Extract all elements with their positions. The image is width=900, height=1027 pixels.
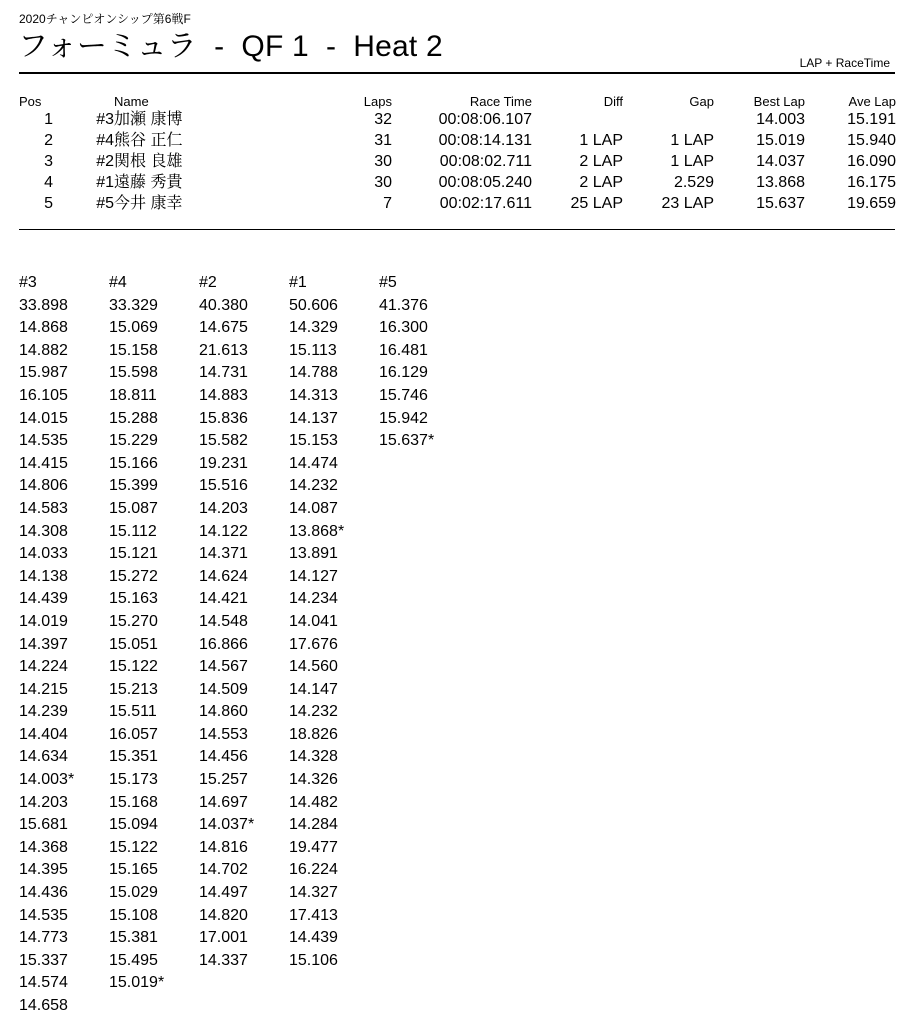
lap-column-car-number: #1 — [289, 274, 307, 291]
lap-time: 14.041 — [289, 612, 338, 630]
col-number-header — [68, 92, 114, 109]
lap-time: 15.495 — [109, 951, 158, 969]
lap-time: 17.676 — [289, 635, 338, 653]
lap-column — [19, 272, 109, 1018]
lap-time: 15.270 — [109, 612, 158, 630]
result-best-lap: 14.003 — [756, 111, 805, 128]
lap-time: 15.516 — [199, 477, 248, 495]
lap-time: 15.108 — [109, 906, 158, 924]
lap-time: 15.168 — [109, 793, 158, 811]
result-driver-name: 遠藤 秀貴 — [114, 174, 183, 191]
col-best-lap-header: Best Lap — [753, 94, 805, 109]
lap-time: 14.232 — [289, 477, 338, 495]
lap-time: 15.399 — [109, 477, 158, 495]
lap-time: 14.553 — [199, 725, 248, 743]
lap-time: 15.029 — [109, 884, 158, 902]
result-best-lap: 14.037 — [756, 153, 805, 170]
lap-time: 15.681 — [19, 816, 68, 834]
result-laps: 30 — [374, 153, 392, 170]
result-laps: 30 — [374, 174, 392, 191]
lap-time: 14.326 — [289, 771, 338, 789]
lap-time: 14.731 — [199, 364, 248, 382]
lap-time: 15.166 — [109, 454, 158, 472]
lap-time: 19.231 — [199, 454, 248, 472]
lap-time: 15.112 — [109, 522, 157, 540]
lap-column-car-number: #5 — [379, 274, 397, 291]
result-car-number: #4 — [96, 132, 114, 149]
lap-time: 14.860 — [199, 703, 248, 721]
result-gap: 2.529 — [673, 174, 714, 191]
result-best-lap: 15.019 — [756, 132, 805, 149]
lap-time: 15.094 — [109, 816, 158, 834]
lap-time: 14.368 — [19, 838, 68, 856]
result-ave-lap: 16.175 — [847, 174, 896, 191]
lap-time: 14.137 — [289, 409, 338, 427]
lap-time: 14.003* — [19, 771, 75, 789]
lap-time: 15.213 — [109, 680, 158, 698]
lap-time: 14.015 — [19, 409, 68, 427]
lap-time: 14.232 — [289, 703, 338, 721]
result-car-number: #3 — [96, 111, 114, 128]
lap-time: 14.474 — [289, 454, 338, 472]
lap-time: 14.583 — [19, 499, 68, 517]
lap-time: 15.121 — [109, 545, 158, 563]
lap-time: 14.574 — [19, 974, 68, 992]
lap-time: 15.582 — [199, 432, 248, 450]
lap-time: 14.329 — [289, 319, 338, 337]
lap-time: 15.173 — [109, 771, 158, 789]
lap-time: 16.057 — [109, 725, 158, 743]
result-laps: 32 — [374, 111, 392, 128]
lap-time: 15.158 — [109, 341, 158, 359]
col-name-header: Name — [114, 94, 149, 109]
lap-time: 14.624 — [199, 567, 248, 585]
lap-time: 19.477 — [289, 838, 338, 856]
lap-time: 14.773 — [19, 929, 68, 947]
result-pos: 3 — [44, 153, 53, 170]
result-race-time: 00:08:02.711 — [439, 153, 532, 170]
result-ave-lap: 15.940 — [847, 132, 896, 149]
lap-time: 14.037* — [199, 816, 255, 834]
lap-time: 14.203 — [19, 793, 68, 811]
lap-time: 14.816 — [199, 838, 248, 856]
lap-time: 14.313 — [289, 386, 338, 404]
results-header-row — [19, 92, 896, 109]
result-row — [19, 172, 896, 193]
result-diff — [532, 109, 623, 130]
lap-time: 15.122 — [109, 658, 158, 676]
event-subtitle: 2020チャンピオンシップ第6戦F — [19, 12, 191, 26]
col-gap-header: Gap — [689, 94, 714, 109]
lap-time: 15.051 — [109, 635, 158, 653]
result-diff: 2 LAP — [579, 174, 623, 191]
lap-column — [289, 272, 379, 1018]
lap-time: 15.153 — [289, 432, 338, 450]
lap-time: 14.883 — [199, 386, 248, 404]
lap-time: 33.329 — [109, 296, 158, 314]
result-ave-lap: 16.090 — [847, 153, 896, 170]
lap-time: 14.327 — [289, 884, 338, 902]
lap-time: 14.033 — [19, 545, 68, 563]
lap-time: 14.497 — [199, 884, 248, 902]
lap-time: 14.675 — [199, 319, 248, 337]
lap-time: 14.415 — [19, 454, 68, 472]
result-car-number: #1 — [96, 174, 114, 191]
lap-time: 14.019 — [19, 612, 68, 630]
lap-time: 16.300 — [379, 319, 428, 337]
result-car-number: #5 — [96, 195, 114, 212]
lap-time: 14.087 — [289, 499, 338, 517]
lap-time: 14.806 — [19, 477, 68, 495]
header-divider — [19, 72, 895, 74]
col-diff-header: Diff — [603, 94, 623, 109]
result-laps: 7 — [383, 195, 392, 212]
result-race-time: 00:08:06.107 — [438, 111, 532, 128]
result-race-time: 00:02:17.611 — [439, 195, 532, 212]
lap-time: 15.598 — [109, 364, 158, 382]
lap-time: 14.371 — [199, 545, 248, 563]
lap-time: 14.697 — [199, 793, 248, 811]
page-title: フォーミュラ - QF 1 - Heat 2 — [18, 30, 443, 63]
result-driver-name: 加瀬 康博 — [114, 111, 183, 128]
lap-time: 14.328 — [289, 748, 338, 766]
lap-time: 14.868 — [19, 319, 68, 337]
lap-column-car-number: #2 — [199, 274, 217, 291]
lap-time: 14.634 — [19, 748, 68, 766]
lap-time: 14.122 — [199, 522, 248, 540]
result-race-time: 00:08:05.240 — [438, 174, 532, 191]
lap-time: 16.105 — [19, 386, 68, 404]
lap-time: 14.567 — [199, 658, 248, 676]
col-ave-lap-header: Ave Lap — [848, 94, 896, 109]
result-diff: 2 LAP — [579, 153, 623, 170]
lap-column-car-number: #3 — [19, 274, 37, 291]
lap-time: 33.898 — [19, 296, 68, 314]
lap-time: 14.820 — [199, 906, 248, 924]
lap-column — [199, 272, 289, 1018]
lap-time: 14.234 — [289, 590, 338, 608]
lap-time: 14.658 — [19, 997, 68, 1014]
lap-time: 16.224 — [289, 861, 338, 879]
lap-time: 16.866 — [199, 635, 248, 653]
result-gap — [623, 109, 714, 130]
lap-time: 16.129 — [379, 364, 428, 382]
result-driver-name: 今井 康幸 — [114, 195, 183, 212]
lap-time: 14.548 — [199, 612, 248, 630]
lap-time: 18.826 — [289, 725, 338, 743]
lap-time: 14.395 — [19, 861, 68, 879]
lap-time: 15.511 — [109, 703, 157, 721]
lap-time: 14.436 — [19, 884, 68, 902]
result-ave-lap: 15.191 — [847, 111, 896, 128]
result-diff: 25 LAP — [570, 195, 623, 212]
lap-column — [379, 272, 469, 1018]
result-gap: 23 LAP — [661, 195, 714, 212]
result-best-lap: 13.868 — [756, 174, 805, 191]
lap-time: 14.404 — [19, 725, 68, 743]
lap-column — [109, 272, 199, 1018]
results-divider — [19, 229, 895, 230]
result-pos: 2 — [44, 132, 53, 149]
lap-time: 14.239 — [19, 703, 68, 721]
lap-time: 14.788 — [289, 364, 338, 382]
lap-time: 14.284 — [289, 816, 338, 834]
lap-time: 40.380 — [199, 296, 248, 314]
result-pos: 4 — [44, 174, 53, 191]
lap-time: 13.868* — [289, 522, 345, 540]
lap-time: 14.224 — [19, 658, 68, 676]
lap-time: 17.413 — [289, 906, 338, 924]
result-ave-lap: 19.659 — [847, 195, 896, 212]
lap-time: 14.138 — [19, 567, 68, 585]
lap-time: 15.351 — [109, 748, 158, 766]
lap-time: 15.288 — [109, 409, 158, 427]
result-gap: 1 LAP — [670, 132, 714, 149]
lap-time: 15.122 — [109, 838, 158, 856]
lap-time: 13.891 — [289, 545, 338, 563]
result-best-lap: 15.637 — [756, 195, 805, 212]
lap-time: 18.811 — [109, 386, 157, 404]
result-row — [19, 193, 896, 214]
lap-times-grid — [19, 272, 469, 1018]
lap-time: 14.882 — [19, 341, 68, 359]
lap-time: 14.308 — [19, 522, 68, 540]
lap-time: 15.229 — [109, 432, 158, 450]
result-pos: 5 — [44, 195, 53, 212]
lap-time: 50.606 — [289, 296, 338, 314]
result-pos: 1 — [44, 111, 53, 128]
timing-mode-label: LAP + RaceTime — [799, 56, 890, 70]
result-diff: 1 LAP — [579, 132, 623, 149]
lap-time: 14.535 — [19, 906, 68, 924]
lap-time: 15.987 — [19, 364, 68, 382]
lap-time: 41.376 — [379, 296, 428, 314]
lap-time: 14.215 — [19, 680, 68, 698]
lap-time: 15.257 — [199, 771, 248, 789]
lap-time: 14.421 — [199, 590, 248, 608]
lap-time: 14.203 — [199, 499, 248, 517]
result-gap: 1 LAP — [670, 153, 714, 170]
result-race-time: 00:08:14.131 — [438, 132, 532, 149]
result-row — [19, 151, 896, 172]
lap-time: 21.613 — [199, 341, 248, 359]
lap-time: 14.397 — [19, 635, 68, 653]
lap-time: 14.439 — [289, 929, 338, 947]
lap-time: 15.069 — [109, 319, 158, 337]
result-driver-name: 関根 良雄 — [114, 153, 183, 170]
lap-time: 15.272 — [109, 567, 158, 585]
lap-time: 16.481 — [379, 341, 428, 359]
results-table — [19, 92, 896, 214]
lap-time: 14.560 — [289, 658, 338, 676]
result-row — [19, 109, 896, 130]
lap-time: 15.337 — [19, 951, 68, 969]
lap-time: 14.456 — [199, 748, 248, 766]
lap-time: 14.702 — [199, 861, 248, 879]
lap-time: 14.337 — [199, 951, 248, 969]
result-laps: 31 — [374, 132, 392, 149]
result-driver-name: 熊谷 正仁 — [114, 132, 183, 149]
lap-time: 15.942 — [379, 409, 428, 427]
lap-time: 15.746 — [379, 386, 428, 404]
lap-time: 14.147 — [289, 680, 338, 698]
lap-time: 14.439 — [19, 590, 68, 608]
lap-column-car-number: #4 — [109, 274, 127, 291]
lap-time: 15.637* — [379, 432, 435, 450]
lap-time: 14.509 — [199, 680, 248, 698]
lap-time: 14.535 — [19, 432, 68, 450]
lap-time: 15.087 — [109, 499, 158, 517]
lap-time: 15.106 — [289, 951, 338, 969]
col-race-time-header: Race Time — [469, 94, 532, 109]
result-row — [19, 130, 896, 151]
col-laps-header: Laps — [363, 94, 392, 109]
lap-time: 15.165 — [109, 861, 158, 879]
col-pos-header: Pos — [19, 94, 42, 109]
lap-time: 14.482 — [289, 793, 338, 811]
lap-time: 15.019* — [109, 974, 165, 992]
lap-time: 17.001 — [199, 929, 248, 947]
lap-time: 15.381 — [109, 929, 158, 947]
result-car-number: #2 — [96, 153, 114, 170]
lap-time: 15.836 — [199, 409, 248, 427]
lap-time: 14.127 — [289, 567, 338, 585]
lap-time: 15.163 — [109, 590, 158, 608]
lap-time: 15.113 — [289, 341, 337, 359]
